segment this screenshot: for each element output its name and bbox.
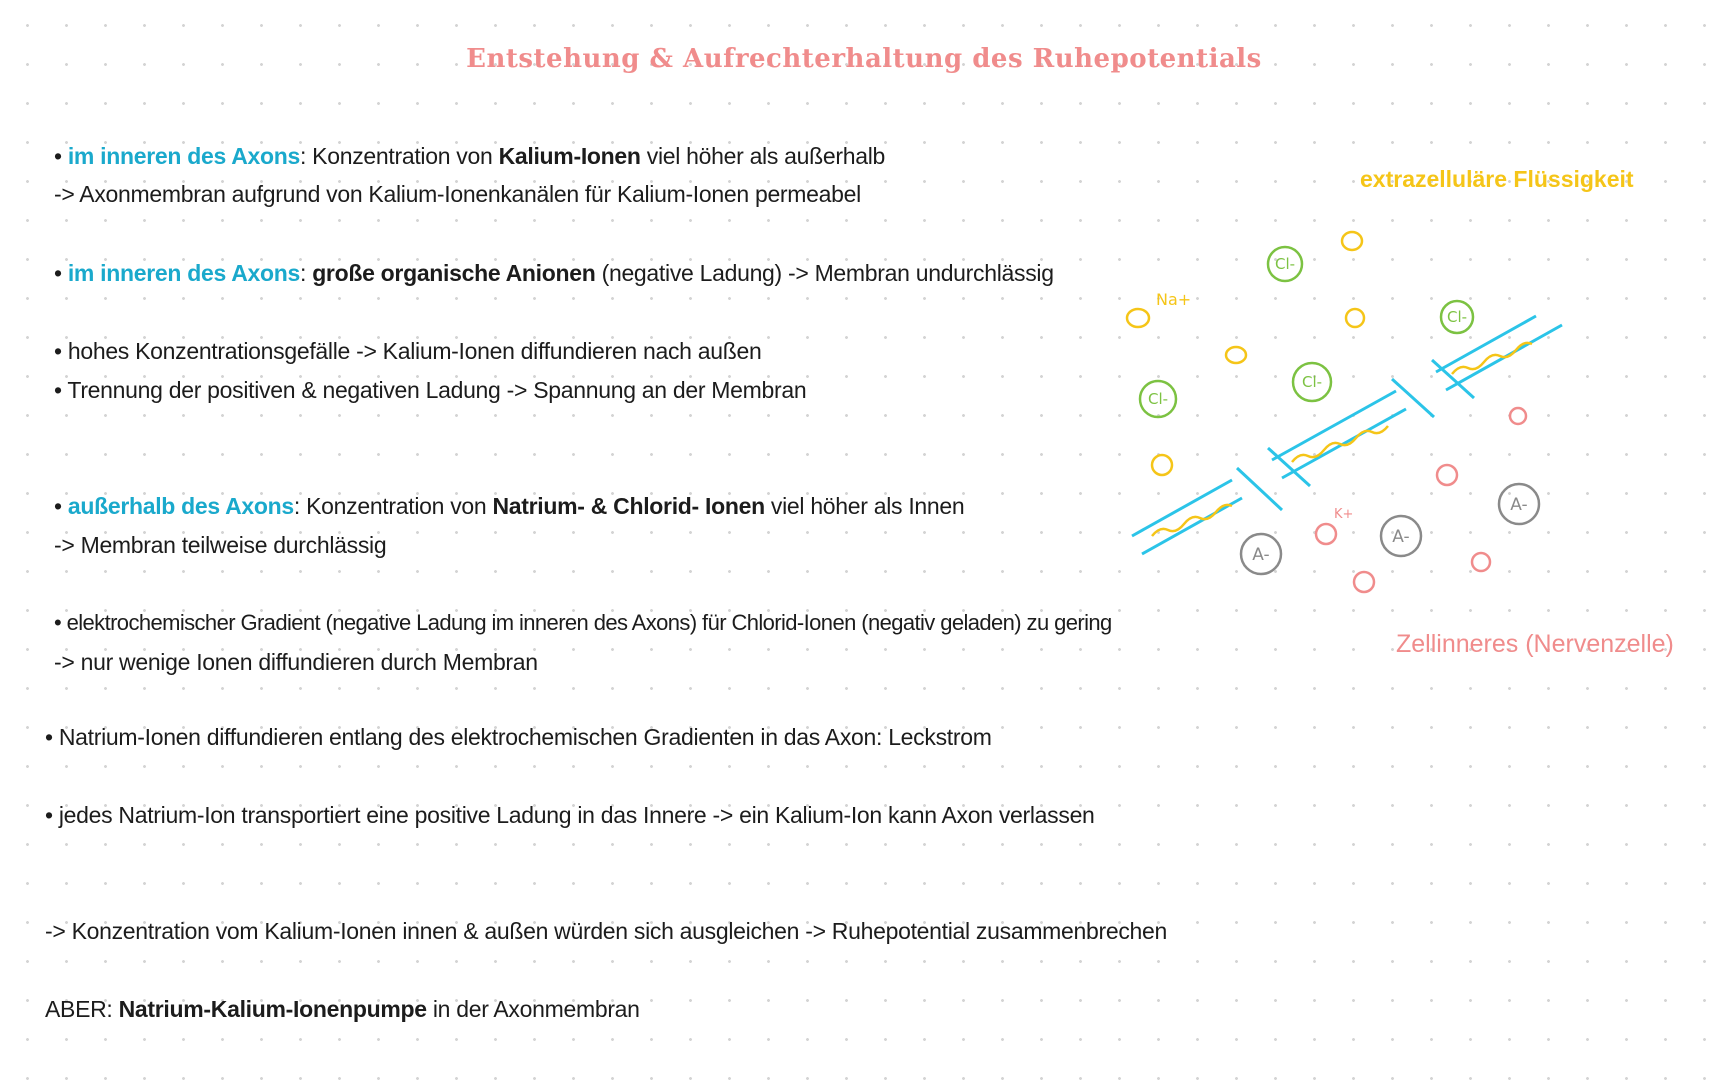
line-text: (negative Ladung) -> Membran undurchlässig [595,260,1054,286]
anion-label: A- [1252,545,1270,565]
bullet: • [54,493,68,519]
highlight-text: im inneren des Axons [67,143,300,169]
note-line-3 [54,260,1054,287]
note-line-5: • Trennung der positiven & negativen Ladung -> Spannung an der Membran [54,377,807,403]
sodium-label: Na+ [1156,290,1192,309]
chloride-labels [1148,255,1467,408]
line-text: : Konzentration von [300,143,499,169]
note-line-13 [45,996,640,1023]
line-text: : Konzentration von [293,493,493,519]
note-line-11: • jedes Natrium-Ion transportiert eine positive Ladung in das Innere -> ein Kalium-Ion kann Axon verlassen [45,802,1095,828]
chloride-label: Cl- [1274,255,1296,273]
line-text: viel höher als außerhalb [640,143,886,169]
bold-text: Natrium- & Chlorid- Ionen [492,493,765,519]
label-extracellular: extrazelluläre Flüssigkeit [1360,166,1634,192]
note-line-2: -> Axonmembran aufgrund von Kalium-Ionenkanälen für Kalium-Ionen permeabel [54,181,861,207]
bold-text: Natrium-Kalium-Ionenpumpe [118,996,427,1022]
line-text: ABER: [45,996,119,1022]
note-line-1 [54,143,885,170]
membrane-segment [1132,468,1282,554]
anion-label: A- [1392,527,1410,547]
note-line-9: -> nur wenige Ionen diffundieren durch Membran [54,649,538,675]
organic-anion [1241,484,1539,574]
line-text: : [300,260,313,286]
bold-text: Kalium-Ionen [498,143,641,169]
note-line-7: -> Membran teilweise durchlässig [54,532,387,558]
highlight-text: außerhalb des Axons [67,493,294,519]
chloride-label: Cl- [1446,308,1468,326]
line-text: viel höher als Innen [764,493,965,519]
bullet: • [54,260,68,286]
anion-label: A- [1510,495,1528,515]
membrane-diagram [1100,150,1700,670]
chloride-ion [1140,247,1473,417]
label-intracellular: Zellinneres (Nervenzelle) [1396,630,1674,658]
bold-text: große organische Anionen [312,260,596,286]
potassium-label: K+ [1334,507,1354,522]
note-line-8: • elektrochemischer Gradient (negative Ladung im inneren des Axons) für Chlorid-Ionen (negativ geladen) zu gering [54,610,1112,635]
ion-channel-wave [1292,426,1388,462]
note-line-4: • hohes Konzentrationsgefälle -> Kalium-Ionen diffundieren nach außen [54,338,762,364]
membrane-segment [1432,316,1562,398]
chloride-label: Cl- [1301,373,1323,391]
note-line-6 [54,493,964,520]
chloride-label: Cl- [1147,390,1169,408]
potassium-ion [1316,408,1526,592]
line-text: in der Axonmembran [426,996,640,1022]
note-line-12: -> Konzentration vom Kalium-Ionen innen & außen würden sich ausgleichen -> Ruhepotential zusammenbrechen [45,918,1168,944]
note-line-10: • Natrium-Ionen diffundieren entlang des elektrochemischen Gradienten in das Axon: Leckstrom [45,724,992,750]
page-title: Entstehung & Aufrechterhaltung des Ruhepotentials [466,44,1262,74]
bullet: • [54,143,68,169]
highlight-text: im inneren des Axons [67,260,300,286]
membrane-segment [1268,379,1434,486]
sodium-ion [1127,232,1364,475]
